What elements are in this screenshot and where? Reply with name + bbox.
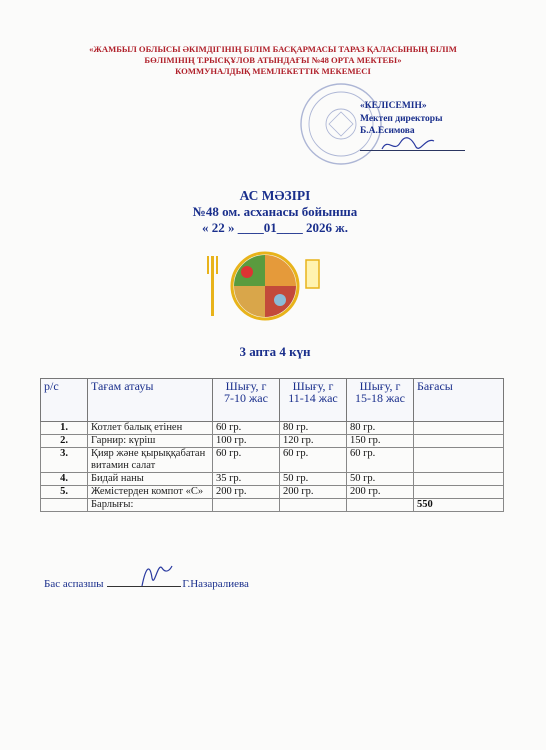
total-empty-cell [41, 499, 88, 512]
menu-date: « 22 » ____01____ 2026 ж. [202, 220, 348, 235]
row-index: 2. [41, 435, 88, 448]
portion-11-14: 60 гр. [280, 448, 347, 473]
table-row [41, 448, 504, 473]
table-row [41, 486, 504, 499]
table-row [41, 473, 504, 486]
portion-11-14: 80 гр. [280, 422, 347, 435]
chef-label: Бас аспазшы [44, 578, 104, 590]
col-header-15-18: Шығу, г 15-18 жас [347, 379, 414, 422]
portion-15-18: 200 гр. [347, 486, 414, 499]
approval-name: Б.А.Есимова [360, 126, 415, 136]
portion-7-10: 60 гр. [213, 448, 280, 473]
dish-name: Бидай наны [88, 473, 213, 486]
chef-signature-line [107, 586, 181, 587]
row-index: 3. [41, 448, 88, 473]
price [414, 422, 504, 435]
dish-name: Жемістерден компот «С» [88, 486, 213, 499]
food-plate-icon [205, 250, 325, 322]
menu-table [40, 378, 504, 512]
chef-signature-block [44, 578, 249, 590]
week-day-label: 3 апта 4 күн [239, 344, 311, 359]
portion-7-10: 60 гр. [213, 422, 280, 435]
total-empty-cell [347, 499, 414, 512]
portion-15-18: 60 гр. [347, 448, 414, 473]
portion-7-10: 200 гр. [213, 486, 280, 499]
portion-15-18: 80 гр. [347, 422, 414, 435]
dish-name: Котлет балық етінен [88, 422, 213, 435]
dish-name: Гарнир: күріш [88, 435, 213, 448]
total-label: Барлығы: [88, 499, 213, 512]
total-empty-cell [213, 499, 280, 512]
table-header-row [41, 379, 504, 422]
price [414, 473, 504, 486]
price [414, 486, 504, 499]
portion-7-10: 100 гр. [213, 435, 280, 448]
row-index: 4. [41, 473, 88, 486]
approval-label: «КЕЛІСЕМІН» [360, 101, 427, 111]
total-empty-cell [280, 499, 347, 512]
dish-name: Қияр және қырыққабатан витамин салат [88, 448, 213, 473]
col-header-price: Бағасы [414, 379, 504, 422]
approval-position: Мектеп директоры [360, 113, 443, 124]
col-header-11-14: Шығу, г 11-14 жас [280, 379, 347, 422]
row-index: 1. [41, 422, 88, 435]
portion-15-18: 50 гр. [347, 473, 414, 486]
org-line-1: «ЖАМБЫЛ ОБЛЫСЫ ӘКІМДІГІНІҢ БІЛІМ БАСҚАРМАСЫ ТАРАЗ ҚАЛАСЫНЫҢ БІЛІМ [89, 44, 457, 54]
total-row [41, 499, 504, 512]
total-value: 550 [414, 499, 504, 512]
table-row [41, 422, 504, 435]
portion-15-18: 150 гр. [347, 435, 414, 448]
director-signature-icon [378, 133, 438, 155]
table-row [41, 435, 504, 448]
portion-11-14: 50 гр. [280, 473, 347, 486]
menu-title-block [140, 188, 410, 236]
price [414, 448, 504, 473]
col-header-dish: Тағам атауы [88, 379, 213, 422]
portion-7-10: 35 гр. [213, 473, 280, 486]
org-line-3: КОММУНАЛДЫҚ МЕМЛЕКЕТТІК МЕКЕМЕСІ [175, 66, 371, 77]
col-header-7-10: Шығу, г 7-10 жас [213, 379, 280, 422]
organization-header [40, 44, 506, 78]
chef-name: Г.Назаралиева [182, 578, 249, 590]
row-index: 5. [41, 486, 88, 499]
portion-11-14: 120 гр. [280, 435, 347, 448]
menu-title: АС МӘЗІРІ [239, 188, 311, 203]
portion-11-14: 200 гр. [280, 486, 347, 499]
menu-subtitle: №48 ом. асханасы бойынша [192, 204, 358, 219]
col-header-index: р/с [41, 379, 88, 422]
approval-block [360, 100, 443, 138]
price [414, 435, 504, 448]
org-line-2: БӨЛІМІНІҢ Т.РЫСҚҰЛОВ АТЫНДАҒЫ №48 ОРТА МЕКТЕБІ» [144, 55, 402, 66]
